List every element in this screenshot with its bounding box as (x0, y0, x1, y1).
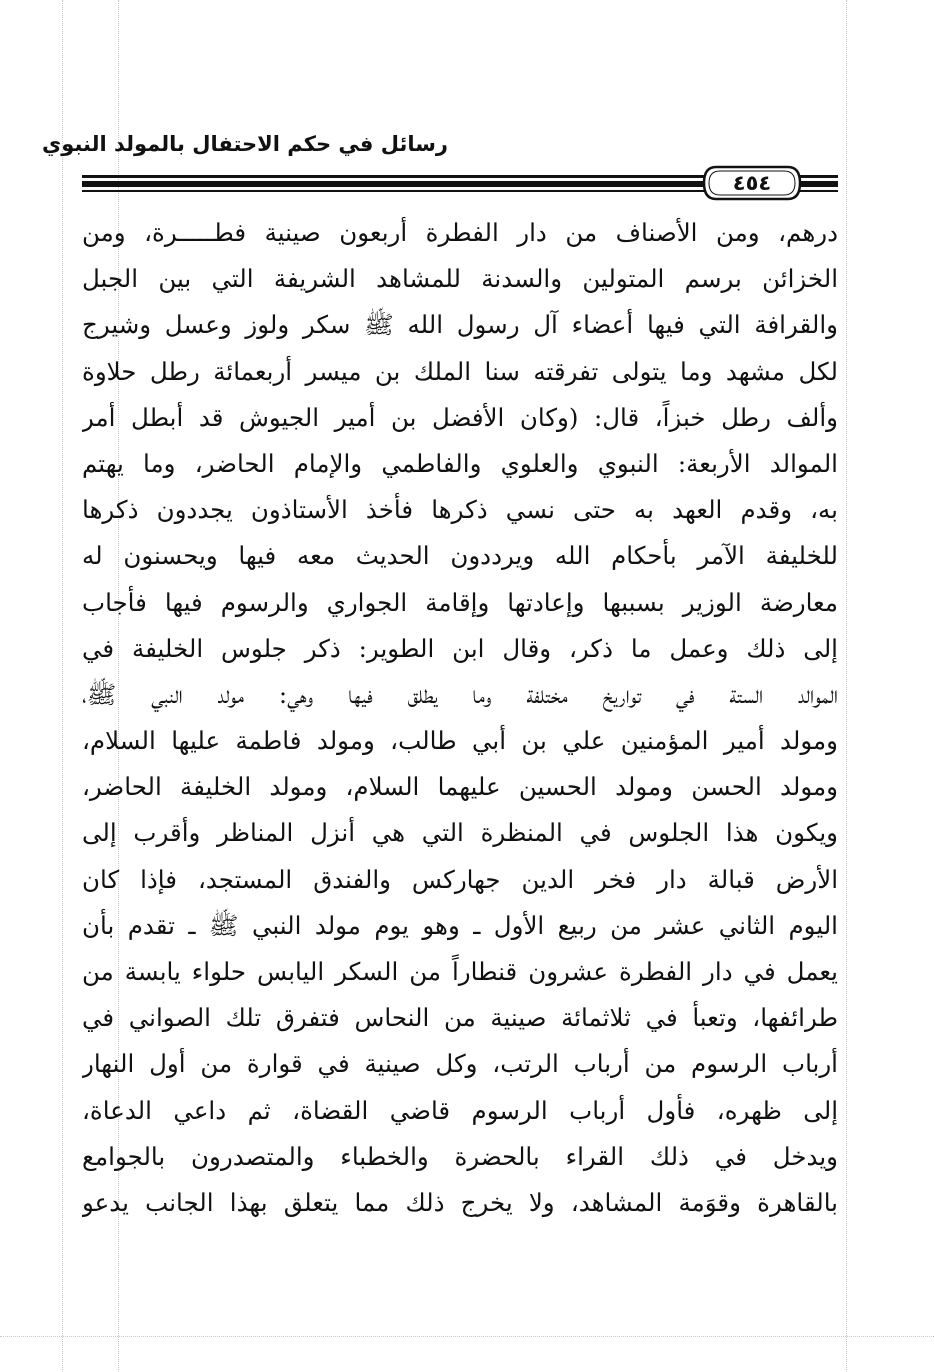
scan-guide-bottom (0, 1336, 934, 1337)
text-line: إلى ذلك وعمل ما ذكر، وقال ابن الطوير: ذكر جلوس الخليفة في (82, 633, 838, 663)
text-line: لكل مشهد وما يتولى تفرقته سنا الملك بن ميسر أربعمائة رطل حلاوة (82, 356, 838, 386)
text-line: للخليفة الآمر بأحكام الله ويرددون الحديث معه فيها ويحسنون له (82, 541, 838, 571)
text-line: اليوم الثاني عشر من ربيع الأول ـ وهو يوم مولد النبي ﷺ ـ تقدم بأن (82, 910, 838, 940)
text-line: الأرض قبالة دار فخر الدين جهاركس والفندق المستجد، فإذا كان (82, 864, 838, 894)
page-number: ٤٥٤ (732, 171, 772, 195)
text-line: الموالد الستة في تواريخ مختلفة وما يطلق فيها وهي: مولد النبي ﷺ، (82, 679, 838, 709)
text-line: ومولد أمير المؤمنين علي بن أبي طالب، ومولد فاطمة عليها السلام، (82, 726, 838, 756)
text-line: ومولد الحسن ومولد الحسين عليهما السلام، ومولد الخليفة الحاضر، (82, 772, 838, 802)
text-line: ويكون هذا الجلوس في المنظرة التي هي أنزل المناظر وأقرب إلى (82, 818, 838, 848)
text-line: بالقاهرة وقوَمة المشاهد، ولا يخرج ذلك مما يتعلق بهذا الجانب يدعو (82, 1187, 838, 1217)
scan-guide-left (62, 0, 63, 1372)
text-line: وألف رطل خبزاً، قال: (وكان الأفضل بن أمير الجيوش قد أبطل أمر (82, 402, 838, 432)
text-line: الخزائن برسم المتولين والسدنة للمشاهد الشريفة التي بين الجبل (82, 264, 838, 294)
text-line: طرائفها، وتعبأ في ثلاثمائة صينية من النحاس فتفرق تلك الصواني في (82, 1003, 838, 1033)
text-line: ويدخل في ذلك القراء بالحضرة والخطباء والمتصدرون بالجوامع (82, 1141, 838, 1171)
text-line: به، وقدم العهد به حتى نسي ذكرها فأخذ الأستاذون يجددون ذكرها (82, 495, 838, 525)
text-line: أرباب الرسوم من أرباب الرتب، وكل صينية في قوارة من أول النهار (82, 1049, 838, 1079)
text-line: الموالد الأربعة: النبوي والعلوي والفاطمي والإمام الحاضر، وما يهتم (82, 448, 838, 478)
text-line: درهم، ومن الأصناف من دار الفطرة أربعون صينية فطـــــرة، ومن (82, 218, 838, 247)
scan-guide-right (846, 0, 847, 1372)
text-line: والقرافة التي فيها أعضاء آل رسول الله ﷺ سكر ولوز وعسل وشيرج (82, 310, 838, 340)
text-line: يعمل في دار الفطرة عشرون قنطاراً من السكر اليابس حلواء يابسة من (82, 957, 838, 986)
text-line: معارضة الوزير بسببها وإعادتها وإقامة الجواري والرسوم فيها فأجاب (82, 587, 838, 617)
text-line: إلى ظهره، فأول أرباب الرسوم قاضي القضاة، ثم داعي الدعاة، (82, 1095, 838, 1125)
body-text (82, 210, 838, 1226)
running-title: رسائل في حكم الاحتفال بالمولد النبوي (42, 132, 448, 156)
